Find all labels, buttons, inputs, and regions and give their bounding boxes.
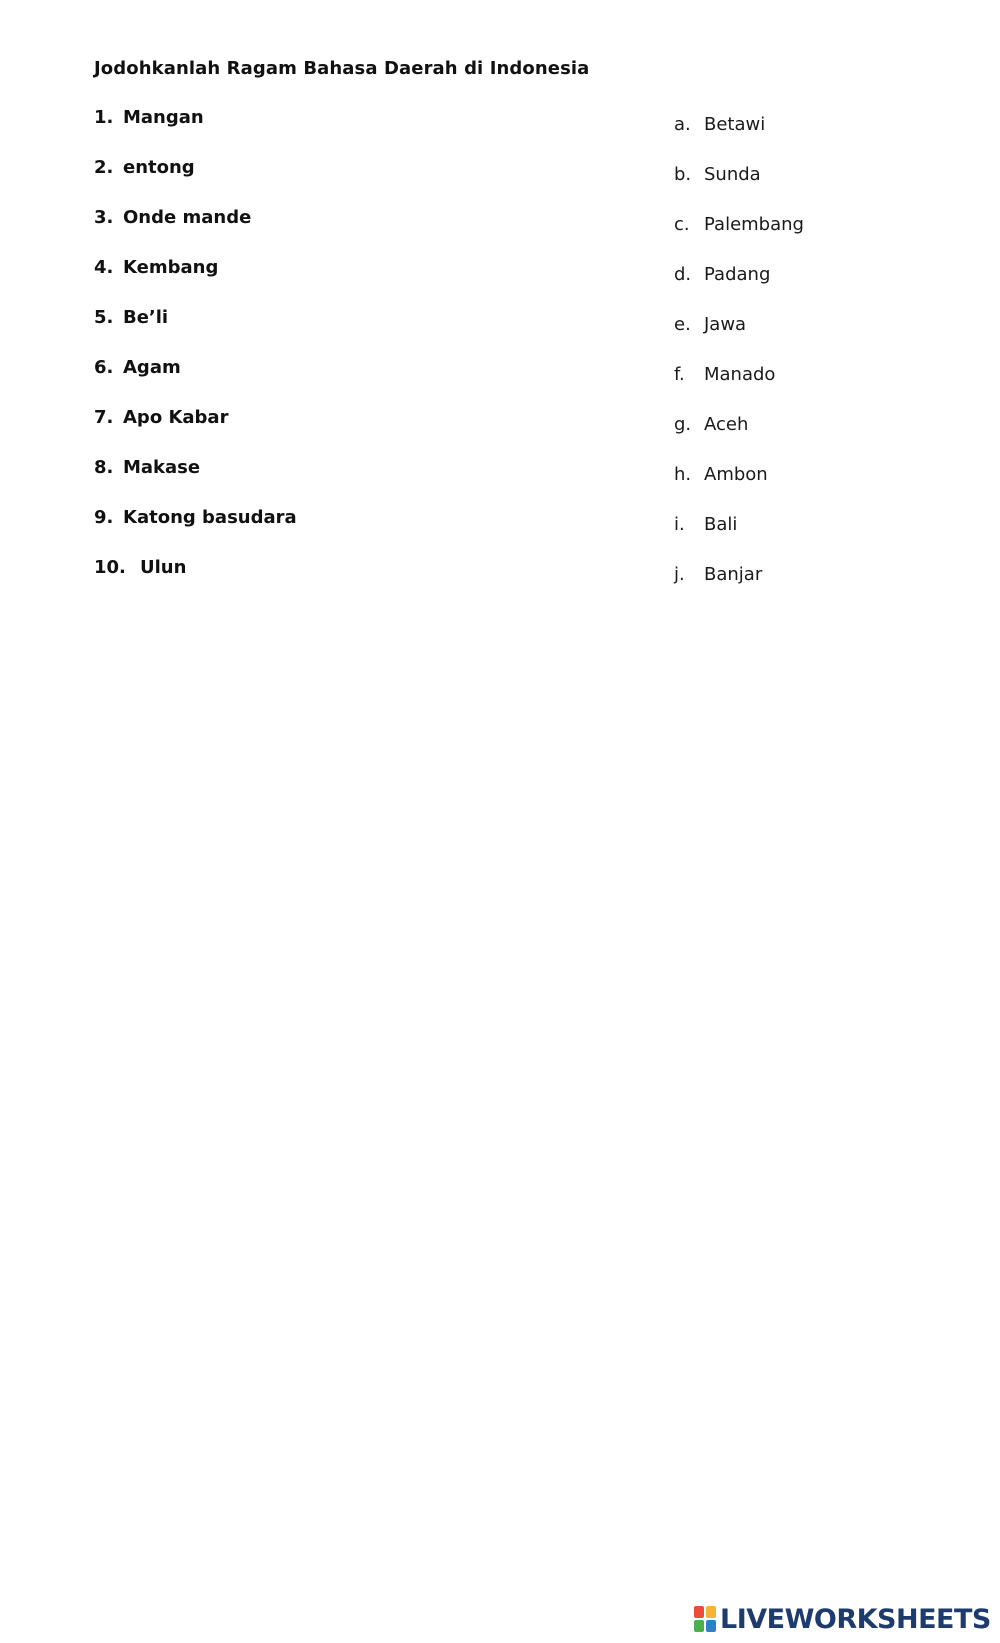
answer-item[interactable]	[674, 213, 974, 263]
question-number: 2.	[94, 157, 114, 178]
answer-item[interactable]	[674, 463, 974, 513]
answer-item[interactable]	[674, 563, 974, 613]
answer-item[interactable]	[674, 313, 974, 363]
answer-letter: a.	[674, 114, 691, 135]
answer-letter: b.	[674, 164, 692, 185]
question-text: entong	[123, 157, 195, 178]
answer-letter: g.	[674, 414, 692, 435]
question-number: 5.	[94, 307, 114, 328]
answer-item[interactable]	[674, 113, 974, 163]
logo-block	[694, 1620, 704, 1632]
question-number: 1.	[94, 107, 114, 128]
answer-letter: d.	[674, 264, 692, 285]
question-item	[94, 106, 574, 156]
question-text: Makase	[123, 457, 201, 478]
answer-text: Palembang	[704, 214, 804, 235]
worksheet-title: Jodohkanlah Ragam Bahasa Daerah di Indonesia	[94, 58, 590, 79]
answer-text: Ambon	[704, 464, 768, 485]
logo-block	[694, 1606, 704, 1618]
question-number: 7.	[94, 407, 114, 428]
question-text: Apo Kabar	[123, 407, 229, 428]
question-text: Ulun	[140, 557, 187, 578]
answer-item[interactable]	[674, 513, 974, 563]
question-text: Onde mande	[123, 207, 252, 228]
question-item	[94, 156, 574, 206]
question-item	[94, 356, 574, 406]
answer-text: Padang	[704, 264, 771, 285]
answer-text: Banjar	[704, 564, 763, 585]
answer-letter: f.	[674, 364, 685, 385]
answer-letter: i.	[674, 514, 685, 535]
answer-text: Bali	[704, 514, 738, 535]
answer-letter: c.	[674, 214, 690, 235]
answer-item[interactable]	[674, 163, 974, 213]
question-item	[94, 206, 574, 256]
question-item	[94, 406, 574, 456]
question-number: 10.	[94, 557, 126, 578]
answer-text: Aceh	[704, 414, 749, 435]
answer-item[interactable]	[674, 413, 974, 463]
question-number: 4.	[94, 257, 114, 278]
question-number: 3.	[94, 207, 114, 228]
question-text: Be’li	[123, 307, 169, 328]
question-item	[94, 256, 574, 306]
answer-text: Jawa	[704, 314, 747, 335]
answer-text: Betawi	[704, 114, 766, 135]
answer-item[interactable]	[674, 363, 974, 413]
answer-text: Sunda	[704, 164, 761, 185]
logo-block	[706, 1606, 716, 1618]
question-item	[94, 556, 574, 606]
question-number: 9.	[94, 507, 114, 528]
answer-letter: j.	[674, 564, 685, 585]
answer-text: Manado	[704, 364, 776, 385]
question-item	[94, 506, 574, 556]
answer-list	[674, 113, 974, 613]
question-number: 8.	[94, 457, 114, 478]
logo-text: LIVEWORKSHEETS	[720, 1603, 991, 1635]
answer-item[interactable]	[674, 263, 974, 313]
question-text: Agam	[123, 357, 181, 378]
question-text: Kembang	[123, 257, 219, 278]
question-text: Mangan	[123, 107, 204, 128]
answer-letter: e.	[674, 314, 691, 335]
liveworksheets-logo-icon	[694, 1606, 716, 1632]
logo-block	[706, 1620, 716, 1632]
question-number: 6.	[94, 357, 114, 378]
question-list	[94, 106, 574, 606]
question-item	[94, 306, 574, 356]
answer-letter: h.	[674, 464, 692, 485]
liveworksheets-logo	[694, 1604, 991, 1634]
question-text: Katong basudara	[123, 507, 297, 528]
question-item	[94, 456, 574, 506]
